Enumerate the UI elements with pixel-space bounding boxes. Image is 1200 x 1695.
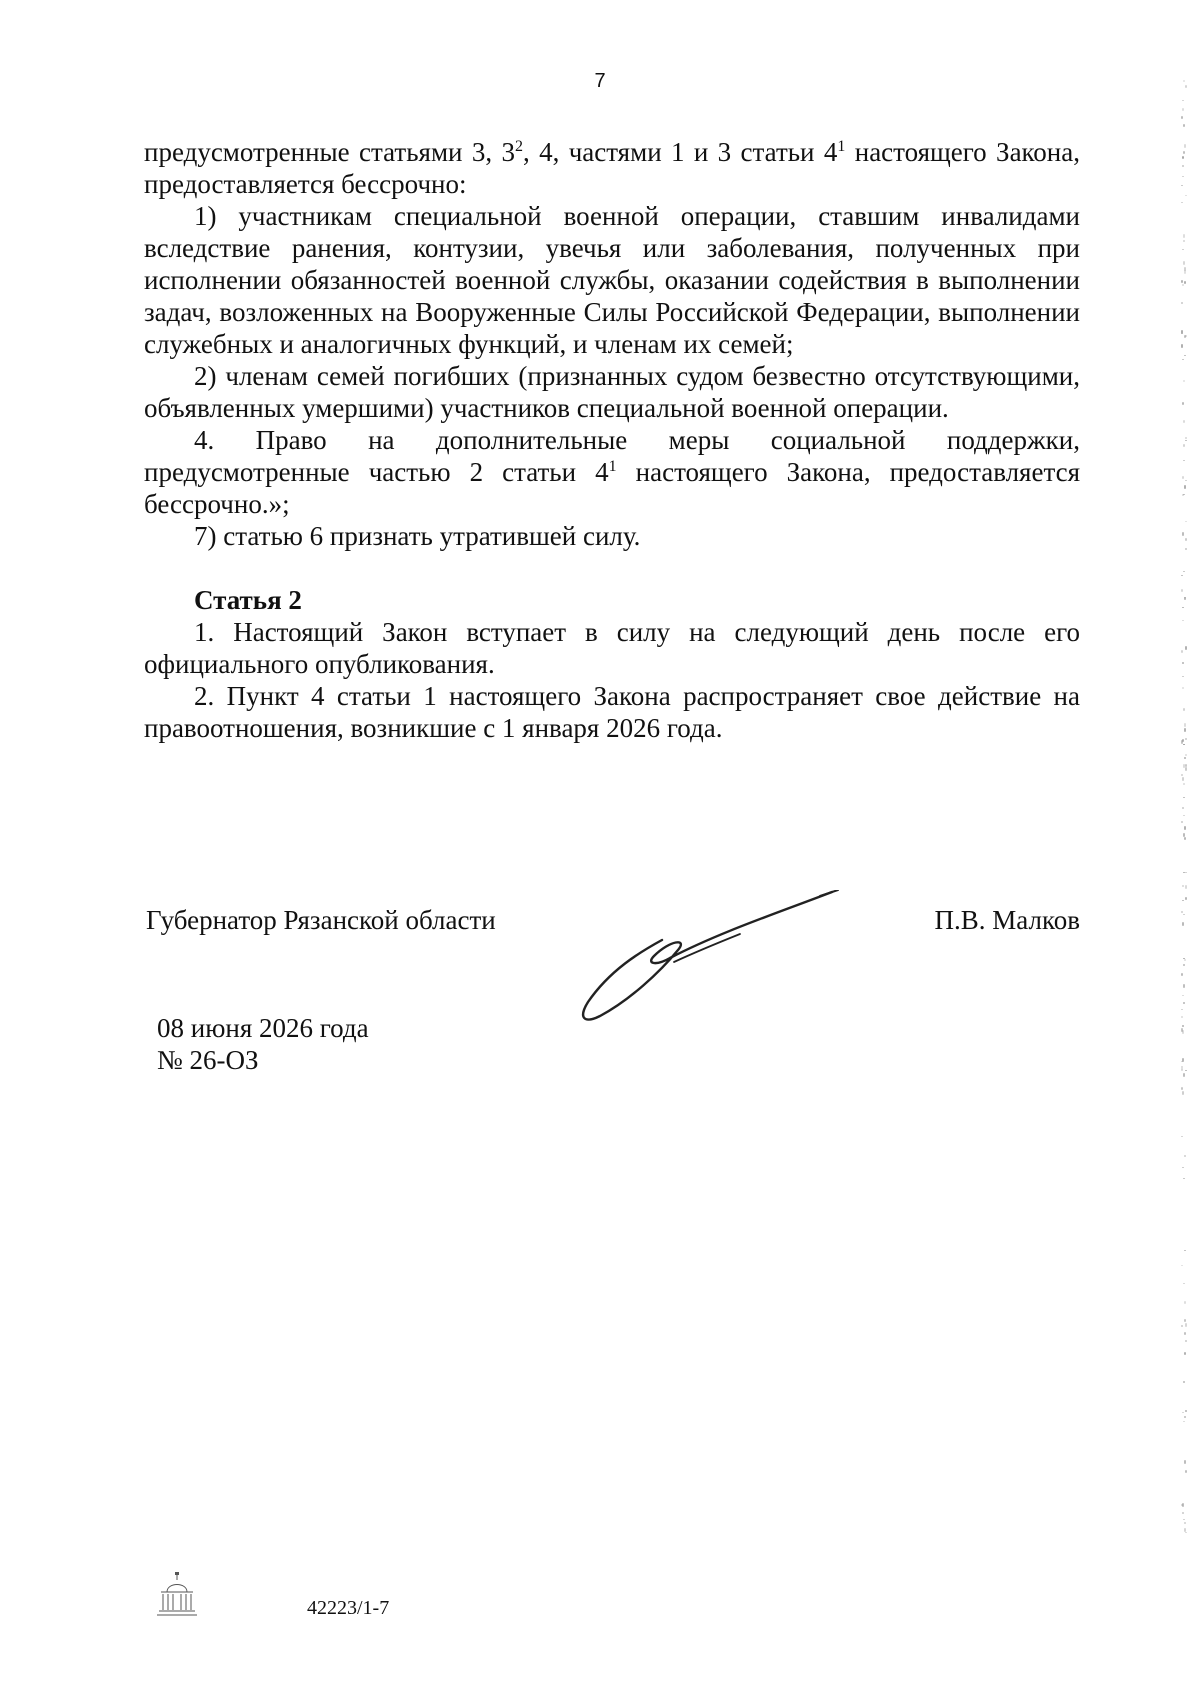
list-item-1: 1) участникам специальной военной операции, ставшим инвалидами вследствие ранения, контузии, увечья или заболевания, полученных при исполнении обязанностей военной службы, оказании содействия в выполнении задач, возложенных на Вооруженные Силы Российской Федерации, выполнении служебных и аналогичных функций, и членам их семей; bbox=[144, 201, 1080, 359]
scan-speck bbox=[1182, 1025, 1184, 1027]
scan-speck bbox=[1185, 754, 1187, 756]
superscript: 2 bbox=[514, 138, 523, 155]
paragraph-4 bbox=[144, 424, 1080, 520]
scan-speck bbox=[1182, 900, 1184, 901]
scan-speck bbox=[1181, 1504, 1183, 1506]
scan-speck bbox=[1184, 757, 1186, 759]
scan-speck bbox=[1181, 1028, 1183, 1032]
scan-speck bbox=[1185, 1532, 1187, 1533]
scan-speck bbox=[1185, 1340, 1187, 1342]
scan-speck bbox=[1183, 764, 1185, 768]
signing-date: 08 июня 2026 года bbox=[157, 1013, 369, 1043]
scan-speck bbox=[1181, 575, 1183, 576]
scan-speck bbox=[1184, 270, 1186, 274]
scan-speck bbox=[1184, 281, 1186, 284]
scan-speck bbox=[1184, 335, 1186, 338]
paragraph-continuation bbox=[144, 136, 1080, 200]
scan-speck bbox=[1184, 959, 1186, 961]
handwritten-signature bbox=[570, 890, 850, 1030]
scan-speck bbox=[1181, 202, 1183, 203]
scan-speck bbox=[1181, 330, 1183, 334]
scan-speck bbox=[1184, 355, 1186, 356]
scan-speck bbox=[1183, 1519, 1185, 1520]
scan-speck bbox=[1185, 538, 1187, 541]
superscript: 1 bbox=[608, 458, 617, 475]
duma-building-icon bbox=[155, 1570, 199, 1620]
scan-speck bbox=[1185, 548, 1187, 550]
scan-speck bbox=[1182, 687, 1184, 689]
scan-speck bbox=[1185, 521, 1187, 522]
scan-speck bbox=[1181, 1068, 1183, 1071]
scan-speck bbox=[1182, 885, 1184, 887]
scan-speck bbox=[1182, 662, 1184, 664]
scan-speck bbox=[1183, 240, 1185, 242]
scan-speck bbox=[1182, 476, 1184, 479]
scan-speck bbox=[1182, 532, 1184, 536]
scan-speck bbox=[1184, 1319, 1186, 1322]
scan-speck bbox=[1185, 1323, 1187, 1327]
scan-speck bbox=[1183, 783, 1185, 785]
scan-speck bbox=[1183, 1381, 1185, 1383]
scan-speck bbox=[1181, 185, 1183, 186]
scan-speck bbox=[1185, 480, 1187, 481]
scan-speck bbox=[1184, 1352, 1186, 1355]
scan-speck bbox=[1181, 1136, 1183, 1137]
date-block bbox=[157, 1012, 369, 1076]
scan-speck bbox=[1184, 1522, 1186, 1524]
scan-speck bbox=[1182, 807, 1184, 809]
scan-speck bbox=[1181, 973, 1183, 976]
scan-speck bbox=[1182, 165, 1184, 167]
scan-speck bbox=[1182, 284, 1184, 286]
scan-speck bbox=[1185, 767, 1187, 771]
scan-speck bbox=[1182, 620, 1184, 621]
article-2-point-2: 2. Пункт 4 статьи 1 настоящего Закона распространяет свое действие на правоотношения, возникшие с 1 января 2026 года. bbox=[144, 681, 1080, 743]
scan-speck bbox=[1184, 485, 1186, 489]
scan-speck bbox=[1185, 738, 1187, 740]
scan-speck bbox=[1181, 1016, 1183, 1018]
scan-speck bbox=[1183, 494, 1185, 495]
scan-speck bbox=[1183, 420, 1185, 423]
scan-speck bbox=[1184, 1332, 1186, 1335]
scan-speck bbox=[1183, 80, 1185, 82]
text-fragment: , 4, частями 1 и 3 статьи 4 bbox=[522, 137, 838, 167]
scan-speck bbox=[1185, 646, 1187, 650]
scan-speck bbox=[1185, 195, 1187, 196]
scan-speck bbox=[1182, 995, 1184, 996]
text-fragment: 4. Право на дополнительные меры социальной поддержки, предусмотренные частью 2 статьи 4 bbox=[144, 425, 1080, 487]
scan-speck bbox=[1183, 571, 1185, 572]
text-fragment: настоящего Закона, предоставляется бессрочно.»; bbox=[144, 457, 1080, 519]
scan-speck bbox=[1183, 124, 1185, 127]
scan-speck bbox=[1181, 774, 1183, 776]
scan-speck bbox=[1182, 676, 1184, 677]
scan-speck bbox=[1183, 460, 1185, 461]
scan-speck bbox=[1184, 1416, 1186, 1418]
scan-speck bbox=[1185, 85, 1187, 88]
scan-speck bbox=[1181, 344, 1183, 348]
scan-speck bbox=[1182, 922, 1184, 926]
document-body bbox=[144, 136, 1080, 744]
scan-speck bbox=[1184, 1301, 1186, 1304]
scan-speck bbox=[1183, 444, 1185, 447]
scan-speck bbox=[1184, 826, 1186, 830]
scan-speck bbox=[1182, 1167, 1184, 1168]
scan-speck bbox=[1181, 280, 1183, 283]
scan-speck bbox=[1181, 1265, 1183, 1266]
scan-speck bbox=[1184, 837, 1186, 840]
scan-speck bbox=[1185, 1470, 1187, 1473]
scan-edge-artifact bbox=[1181, 80, 1187, 1580]
text-fragment: предусмотренные статьями 3, 3 bbox=[144, 137, 515, 167]
scan-speck bbox=[1183, 1002, 1185, 1004]
scan-speck bbox=[1181, 1087, 1183, 1090]
law-number: № 26-ОЗ bbox=[157, 1045, 259, 1075]
list-item-7: 7) статью 6 признать утратившей силу. bbox=[194, 521, 641, 551]
list-item-2: 2) членам семей погибших (признанных судом безвестно отсутствующими, объявленных умершими) участников специальной военной операции. bbox=[144, 361, 1080, 423]
scan-speck bbox=[1184, 1460, 1186, 1464]
scan-speck bbox=[1182, 249, 1184, 250]
scan-speck bbox=[1185, 897, 1187, 900]
scan-speck bbox=[1181, 911, 1183, 913]
scan-speck bbox=[1182, 359, 1184, 360]
scan-speck bbox=[1183, 1073, 1185, 1077]
scan-speck bbox=[1183, 964, 1185, 966]
scan-speck bbox=[1182, 100, 1184, 101]
scan-speck bbox=[1182, 1512, 1184, 1514]
scan-speck bbox=[1184, 728, 1186, 732]
scan-speck bbox=[1182, 402, 1184, 405]
scan-speck bbox=[1184, 723, 1186, 727]
scan-speck bbox=[1183, 234, 1185, 238]
scan-speck bbox=[1182, 108, 1184, 111]
scan-speck bbox=[1185, 440, 1187, 441]
scan-speck bbox=[1183, 815, 1185, 816]
scan-speck bbox=[1181, 116, 1183, 119]
scan-speck bbox=[1182, 176, 1184, 177]
scan-speck bbox=[1183, 1421, 1185, 1422]
article-heading: Статья 2 bbox=[194, 585, 302, 615]
document-code: 42223/1-7 bbox=[307, 1597, 390, 1619]
signatory-name: П.В. Малков bbox=[934, 905, 1080, 935]
scan-speck bbox=[1185, 437, 1187, 439]
signatory-title: Губернатор Рязанской области bbox=[146, 905, 496, 935]
scan-speck bbox=[1185, 872, 1187, 873]
scan-speck bbox=[1182, 1412, 1184, 1413]
scan-speck bbox=[1183, 380, 1185, 382]
scan-speck bbox=[1183, 797, 1185, 798]
scan-speck bbox=[1182, 1091, 1184, 1095]
scan-speck bbox=[1183, 984, 1185, 988]
superscript: 1 bbox=[837, 138, 846, 155]
scan-speck bbox=[1185, 1410, 1187, 1412]
scan-speck bbox=[1183, 744, 1185, 745]
scan-speck bbox=[1181, 1009, 1183, 1010]
page-number: 7 bbox=[594, 70, 606, 92]
scan-speck bbox=[1182, 607, 1184, 608]
scan-speck bbox=[1181, 302, 1183, 304]
scan-speck bbox=[1183, 914, 1185, 915]
scan-speck bbox=[1185, 1070, 1187, 1071]
article-2-point-1: 1. Настоящий Закон вступает в силу на следующий день после его официального опубликования. bbox=[144, 617, 1080, 679]
scan-speck bbox=[1183, 261, 1185, 265]
scan-speck bbox=[1183, 1283, 1185, 1284]
scan-speck bbox=[1184, 1250, 1186, 1251]
scan-speck bbox=[1185, 885, 1187, 889]
scan-speck bbox=[1181, 589, 1183, 592]
scan-speck bbox=[1182, 777, 1184, 781]
scan-speck bbox=[1183, 1178, 1185, 1179]
scan-speck bbox=[1181, 1325, 1183, 1327]
text-fragment: настоящего Закона, предоставляется бессрочно: bbox=[144, 137, 1080, 199]
scan-speck bbox=[1184, 597, 1186, 600]
scan-speck bbox=[1181, 1061, 1183, 1062]
scan-speck bbox=[1181, 650, 1183, 653]
scan-speck bbox=[1182, 156, 1184, 158]
scan-speck bbox=[1184, 144, 1186, 148]
scan-speck bbox=[1181, 821, 1183, 823]
scan-speck bbox=[1184, 1155, 1186, 1157]
scan-speck bbox=[1183, 708, 1185, 711]
scan-speck bbox=[1183, 151, 1185, 154]
